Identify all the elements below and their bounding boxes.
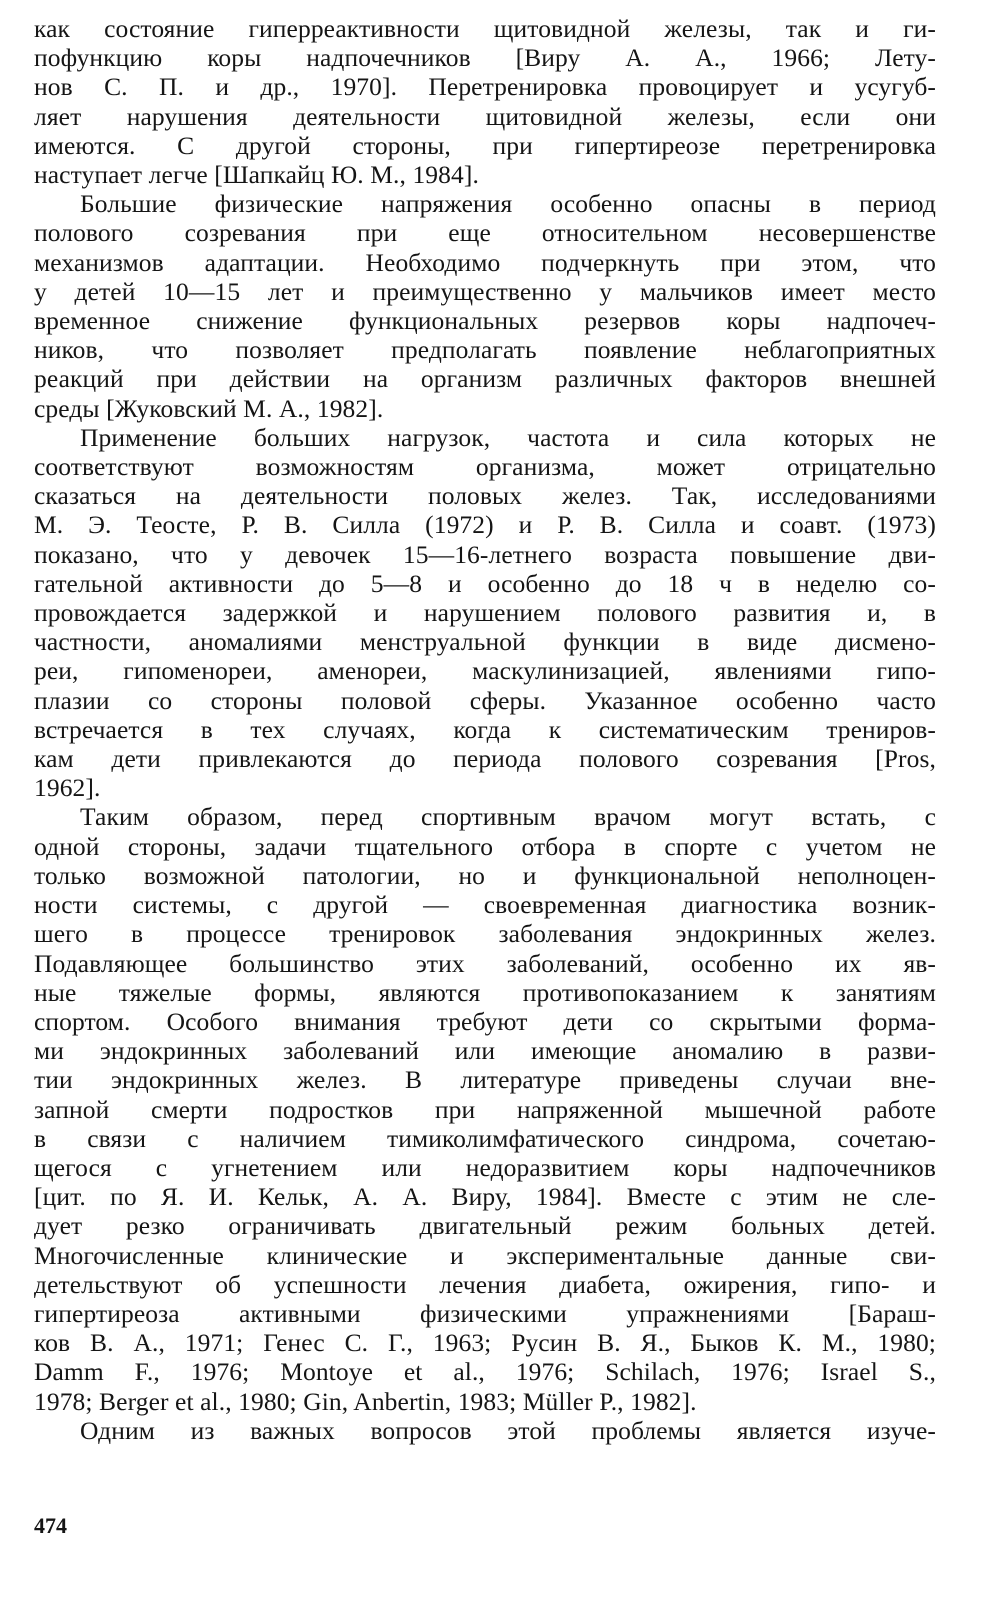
text-line: гательной активности до 5—8 и особенно до 18 ч в неделю со- [34, 568, 936, 598]
text-line: соответствуют возможностям организма, может отрицательно [34, 452, 936, 482]
page-number: 474 [34, 1513, 67, 1538]
paragraph [34, 1416, 936, 1445]
text-line: встречается в тех случаях, когда к систематическим трениров- [34, 714, 936, 744]
text-line: нов С. П. и др., 1970]. Перетренировка провоцирует и усугуб- [34, 72, 936, 102]
text-line: тии эндокринных желез. В литературе приведены случаи вне- [34, 1065, 936, 1095]
text-line: сказаться на деятельности половых желез. Так, исследованиями [34, 481, 936, 511]
paragraph [34, 189, 936, 423]
text-line: Подавляющее большинство этих заболеваний, особенно их яв- [34, 948, 936, 978]
text-line: ми эндокринных заболеваний или имеющие аномалию в разви- [34, 1036, 936, 1066]
paragraph [34, 14, 936, 189]
text-line: пофункцию коры надпочечников [Виру А. А., 1966; Лету- [34, 43, 936, 73]
text-line: Damm F., 1976; Montoye et al., 1976; Schilach, 1976; Israel S., [34, 1357, 936, 1387]
text-line: одной стороны, задачи тщательного отбора в спорте с учетом не [34, 831, 936, 861]
text-line: 1962]. [34, 773, 101, 803]
text-line: дует резко ограничивать двигательный режим больных детей. [34, 1211, 936, 1241]
text-line: шего в процессе тренировок заболевания эндокринных желез. [34, 919, 936, 949]
text-line: провождается задержкой и нарушением полового развития и, в [34, 598, 936, 628]
text-line: Одним из важных вопросов этой проблемы является изуче- [80, 1415, 936, 1445]
paragraph [34, 423, 936, 803]
text-line: наступает легче [Шапкайц Ю. М., 1984]. [34, 160, 479, 190]
text-line: детельствуют об успешности лечения диабета, ожирения, гипо- и [34, 1269, 936, 1299]
text-line: реи, гипоменореи, аменореи, маскулинизацией, явлениями гипо- [34, 656, 936, 686]
text-line: Большие физические напряжения особенно опасны в период [80, 189, 936, 219]
text-line: в связи с наличием тимиколимфатического синдрома, сочетаю- [34, 1123, 936, 1153]
text-line: кам дети привлекаются до периода полового созревания [Pros, [34, 744, 936, 774]
text-line: ляет нарушения деятельности щитовидной железы, если они [34, 101, 936, 131]
book-page-text [34, 14, 936, 1445]
text-line: ные тяжелые формы, являются противопоказанием к занятиям [34, 977, 936, 1007]
text-line: ников, что позволяет предполагать появление неблагоприятных [34, 335, 936, 365]
text-line: у детей 10—15 лет и преимущественно у мальчиков имеет место [34, 276, 936, 306]
text-line: полового созревания при еще относительном несовершенстве [34, 218, 936, 248]
text-line: Многочисленные клинические и экспериментальные данные сви- [34, 1240, 936, 1270]
text-line: реакций при действии на организм различных факторов внешней [34, 364, 936, 394]
text-line: плазии со стороны половой сферы. Указанное особенно часто [34, 685, 936, 715]
text-line: частности, аномалиями менструальной функции в виде дисмено- [34, 627, 936, 657]
text-line: гипертиреоза активными физическими упражнениями [Бараш- [34, 1298, 936, 1328]
paragraph [34, 802, 936, 1415]
text-line: временное снижение функциональных резервов коры надпочеч- [34, 306, 936, 336]
text-line: ности системы, с другой — своевременная диагностика возник- [34, 890, 936, 920]
text-line: М. Э. Теосте, Р. В. Силла (1972) и Р. В. Силла и соавт. (1973) [34, 510, 936, 540]
text-line: среды [Жуковский М. А., 1982]. [34, 393, 384, 423]
text-line: только возможной патологии, но и функциональной неполноцен- [34, 860, 936, 890]
text-line: щегося с угнетением или недоразвитием коры надпочечников [34, 1152, 936, 1182]
text-line: Применение больших нагрузок, частота и сила которых не [80, 422, 936, 452]
text-line: как состояние гиперреактивности щитовидной железы, так и ги- [34, 14, 936, 43]
text-line: запной смерти подростков при напряженной мышечной работе [34, 1094, 936, 1124]
text-line: 1978; Berger et al., 1980; Gin, Anbertin, 1983; Müller P., 1982]. [34, 1386, 697, 1416]
text-line: имеются. С другой стороны, при гипертиреозе перетренировка [34, 130, 936, 160]
text-line: [цит. по Я. И. Кельк, А. А. Виру, 1984]. Вместе с этим не сле- [34, 1182, 936, 1212]
text-line: механизмов адаптации. Необходимо подчеркнуть при этом, что [34, 247, 936, 277]
text-line: спортом. Особого внимания требуют дети со скрытыми форма- [34, 1006, 936, 1036]
text-line: показано, что у девочек 15—16-летнего возраста повышение дви- [34, 539, 936, 569]
text-line: ков В. А., 1971; Генес С. Г., 1963; Русин В. Я., Быков К. М., 1980; [34, 1328, 936, 1358]
text-line: Таким образом, перед спортивным врачом могут встать, с [80, 802, 936, 832]
